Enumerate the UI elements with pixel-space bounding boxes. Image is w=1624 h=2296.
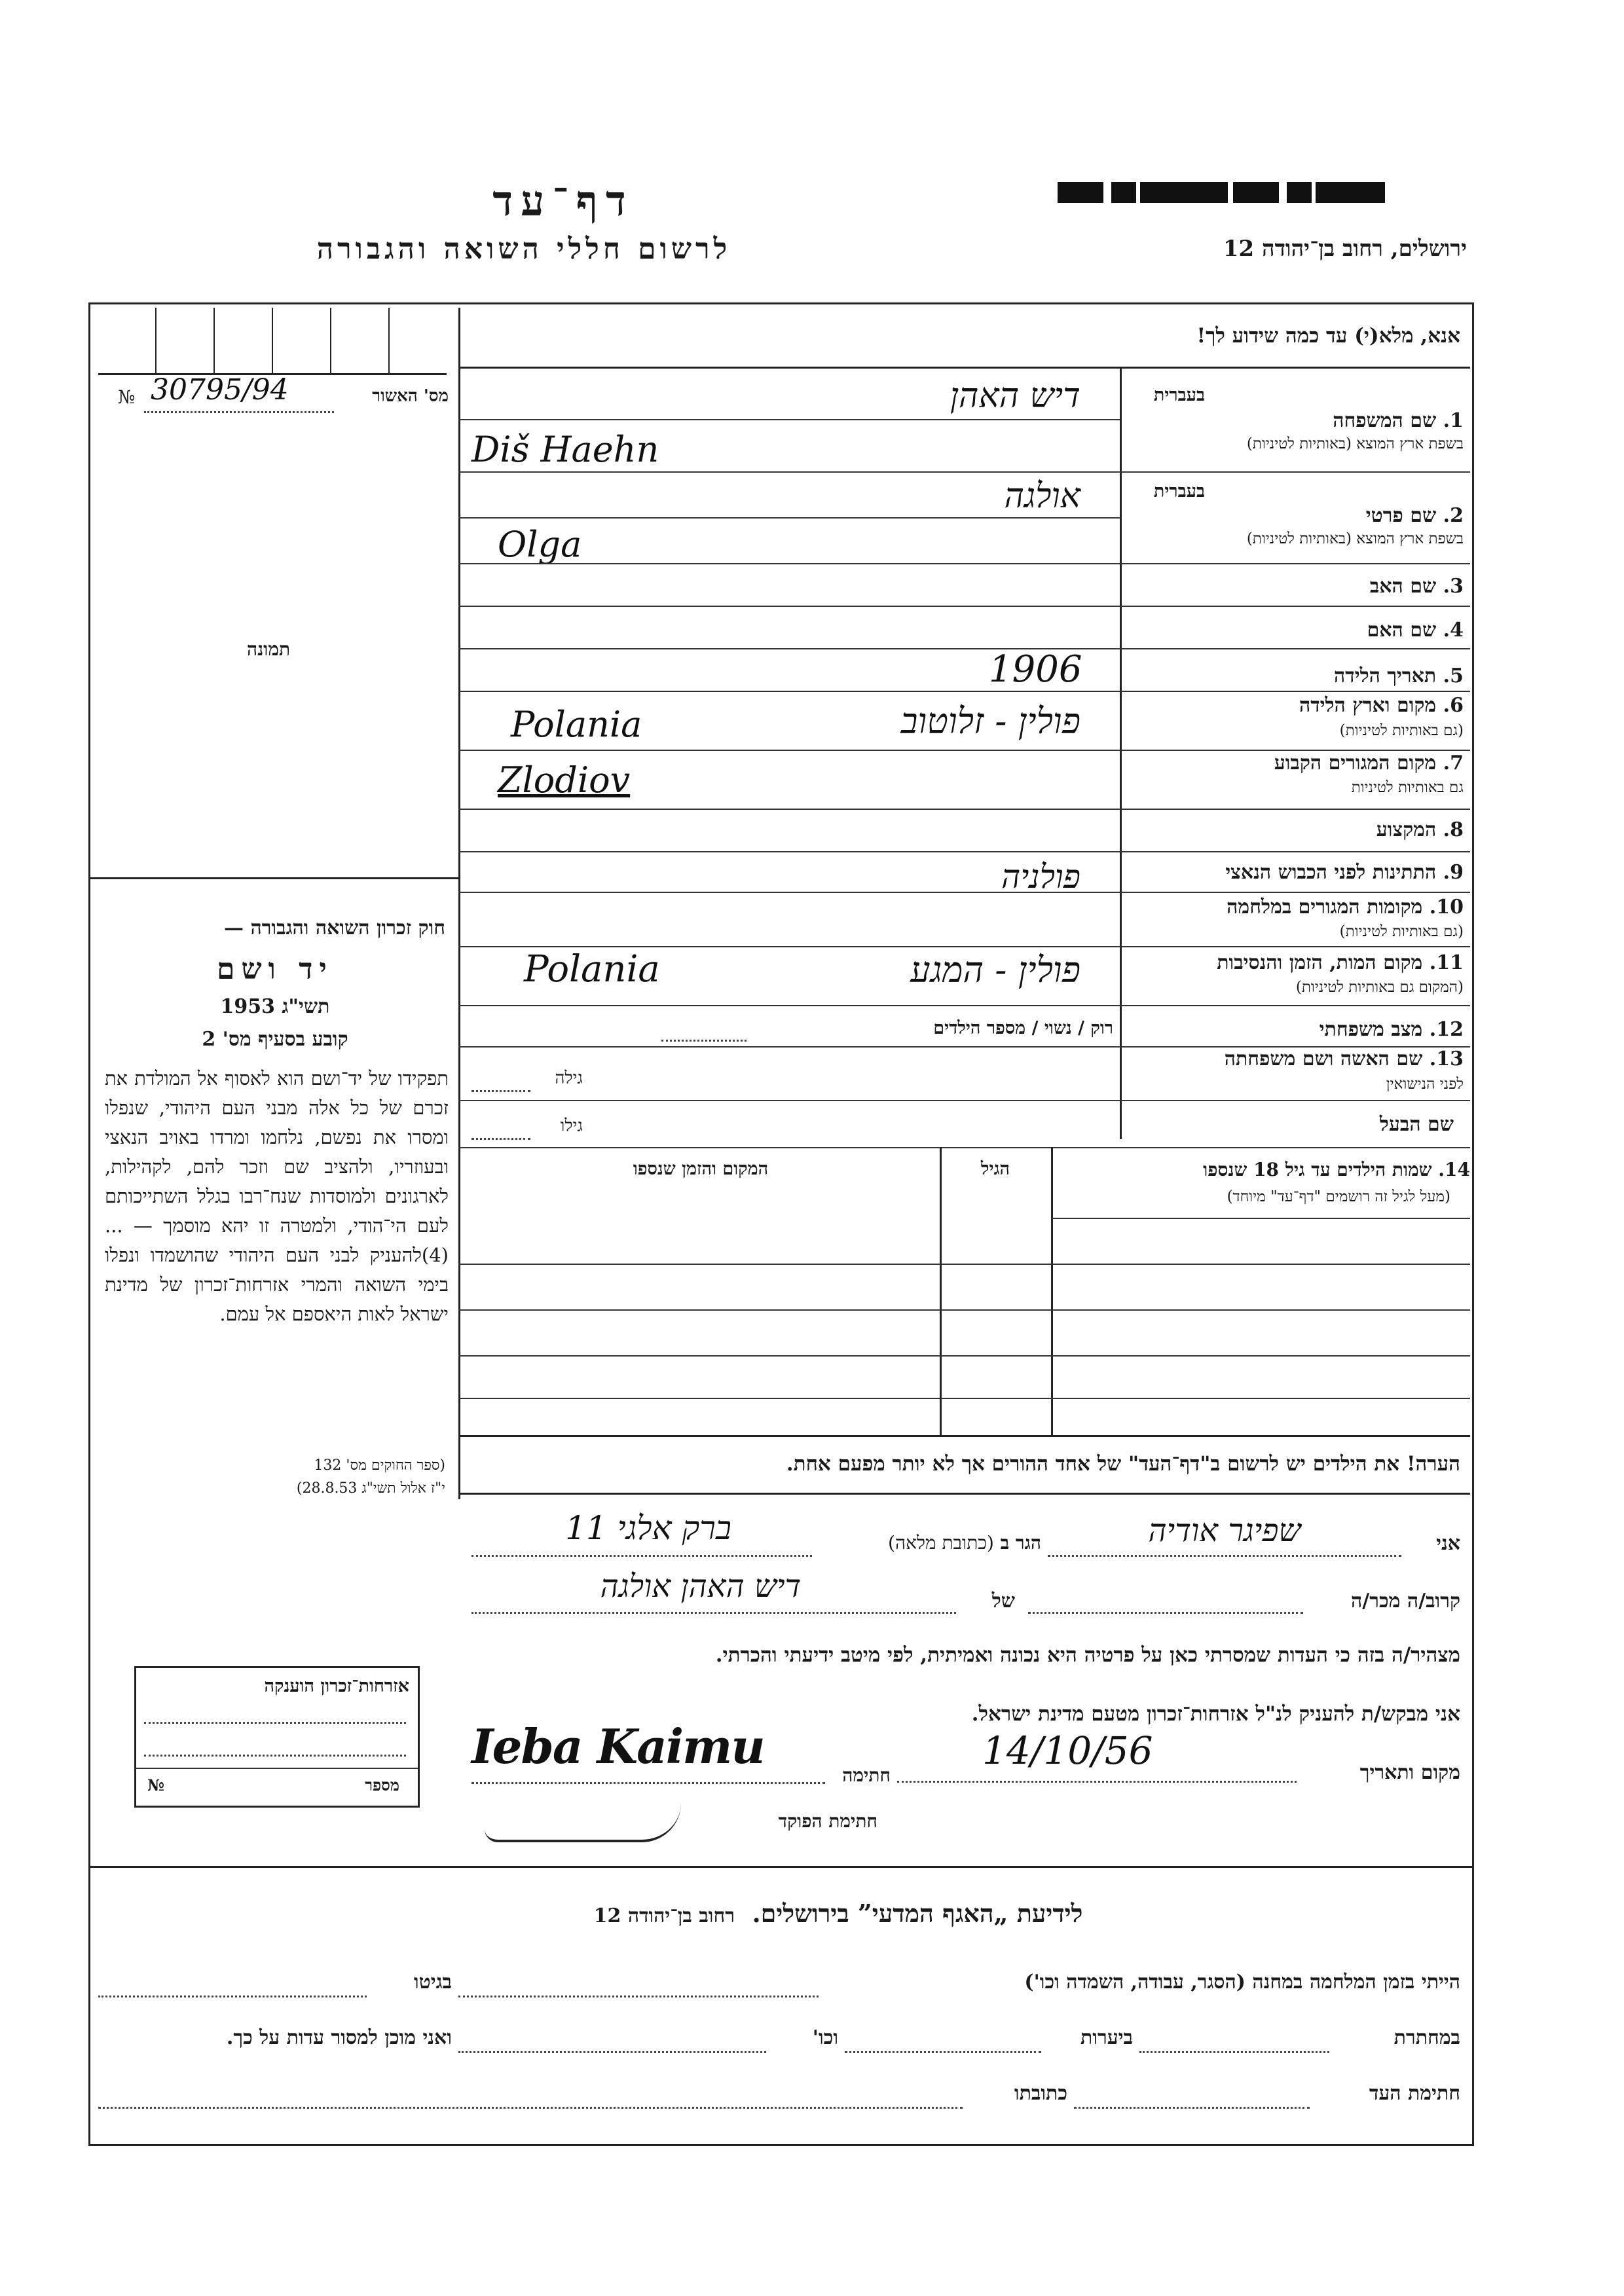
law-name: יד ושם xyxy=(217,953,333,986)
office-boxes xyxy=(98,308,447,375)
bottom-line2-d: ואני מוכן למסור עדות על כך. xyxy=(226,2026,452,2049)
law-ref-2: י"ז אלול תשי"ג 28.8.53) xyxy=(296,1480,445,1497)
bottom-title: לידיעת „האגף המדעי” בירושלים. רחוב בן־יהודה 12 xyxy=(593,1899,1083,1928)
birth-place-latin[interactable]: Polania xyxy=(511,704,642,745)
rule xyxy=(458,517,1120,519)
field-8-label: 8. המקצוע xyxy=(1376,818,1464,841)
rule xyxy=(458,851,1470,852)
rule xyxy=(458,1100,1470,1101)
rule xyxy=(458,691,1470,692)
field-1-label: 1. שם המשפחה xyxy=(1333,409,1464,432)
children-count-line xyxy=(661,1040,747,1042)
yad-vashem-logo xyxy=(1058,182,1385,203)
children-col-place: המקום והזמן שנספו xyxy=(633,1159,769,1179)
field-2-sub: בשפת ארץ המוצא (באותיות לטיניות) xyxy=(1246,530,1464,547)
rule xyxy=(458,750,1470,751)
bottom-line2-b: ביערות xyxy=(1080,2026,1133,2049)
field-10-label: 10. מקומות המגורים במלחמה xyxy=(1227,896,1464,919)
given-name-latin[interactable]: Olga xyxy=(498,524,582,565)
children-label: 14. שמות הילדים עד גיל 18 שנספו xyxy=(1203,1159,1470,1180)
field-6-sub: (גם באותיות לטיניות) xyxy=(1339,722,1464,739)
bottom-line1-b: בגיטו xyxy=(413,1971,452,1994)
rule xyxy=(1051,1218,1470,1219)
wife-age-label: גילה xyxy=(555,1068,583,1088)
death-place-hebrew[interactable]: פולין - המגע xyxy=(910,949,1080,991)
relative-of-label: של xyxy=(991,1590,1015,1613)
field-3-label: 3. שם האב xyxy=(1369,575,1464,598)
children-note: הערה! את הילדים יש לרשום ב"דף־העד" של אחד ההורים אך לא יותר מפעם אחת. xyxy=(786,1452,1460,1476)
date-value[interactable]: 14/10/56 xyxy=(982,1728,1153,1773)
husband-age-label: גילו xyxy=(560,1116,583,1136)
declarant-name[interactable]: שפיגר אודיה xyxy=(1148,1512,1301,1549)
relative-of-name[interactable]: דיש האהן אולגה xyxy=(600,1568,802,1605)
death-place-latin[interactable]: Polania xyxy=(524,948,660,991)
form-intro: אנא, מלא(י) עד כמה שידוע לך! xyxy=(1196,324,1460,348)
children-row xyxy=(458,1398,1470,1399)
divider xyxy=(458,1435,1470,1437)
citizenship-no-prefix: № xyxy=(147,1776,165,1795)
rule xyxy=(458,471,1470,473)
bottom-line3-b: כתובתו xyxy=(1014,2082,1067,2105)
witness-address-line xyxy=(98,2107,963,2109)
field-6-label: 6. מקום וארץ הלידה xyxy=(1299,694,1464,717)
witness-signature-line xyxy=(1074,2107,1310,2109)
officer-signature xyxy=(485,1787,681,1842)
rule xyxy=(458,892,1470,893)
box-line xyxy=(134,1768,418,1769)
declaration-i: אני xyxy=(1436,1532,1460,1555)
field-9-label: 9. התתינות לפני הכבוש הנאצי xyxy=(1225,861,1464,884)
divider xyxy=(458,367,1470,369)
field-4-label: 4. שם האם xyxy=(1367,619,1464,642)
box-line xyxy=(144,1755,406,1757)
bottom-line2-a: במחתרת xyxy=(1393,2026,1460,2049)
law-top-border xyxy=(88,877,458,879)
children-row xyxy=(458,1355,1470,1357)
declaration-residing: הגר ב (כתובת מלאה) xyxy=(888,1532,1041,1554)
rule xyxy=(458,809,1470,810)
children-col-age: הגיל xyxy=(980,1159,1010,1179)
divider xyxy=(88,1866,1472,1868)
wife-age-line xyxy=(471,1090,530,1092)
residence-latin[interactable]: Zlodiov xyxy=(498,759,631,801)
field-1-sub: בשפת ארץ המוצא (באותיות לטיניות) xyxy=(1246,435,1464,452)
law-text: תפקידו של יד־ושם הוא לאסוף אל המולדת את זכרם של כל אלה מבני העם היהודי, שנפלו ומסרו את נפשם, נלחמו ומרדו באויב הנאצי ובעוזריו, ולהציב שם וזכר להם, לקהילות, לארגונים ולמוסדות שנח־רבו בגלל השתייכותם לעם הי־הודי, ולמטרה זו יהא מוסמך — ...(4)להעניק לבני העם היהודי שהושמדו ונפלו בימי השואה והמרי אזרחות־זכרון של מדינת ישראל לאות היאספם אל עמם. xyxy=(105,1067,449,1325)
relative-line xyxy=(1028,1612,1303,1614)
field-2-he-tag: בעברית xyxy=(1153,481,1205,501)
family-name-latin[interactable]: Diš Haehn xyxy=(471,429,659,470)
field-13-sub: לפני הנישואין xyxy=(1386,1076,1464,1093)
photo-label: תמונה xyxy=(246,638,291,660)
place-date-line xyxy=(897,1781,1297,1783)
children-row xyxy=(458,1264,1470,1265)
form-title: דף־עד xyxy=(492,177,634,226)
place-date-label: מקום ותאריך xyxy=(1359,1761,1460,1784)
citizenship-number-label: מספר xyxy=(365,1776,399,1795)
field-12-label: 12. מצב משפחתי xyxy=(1319,1018,1464,1041)
husband-label: שם הבעל xyxy=(1379,1113,1454,1136)
approval-label: מס' האשור xyxy=(372,386,449,406)
forests-line xyxy=(845,2051,1041,2053)
children-row xyxy=(458,1309,1470,1311)
underground-line xyxy=(1139,2051,1329,2053)
bottom-line2-c: וכו' xyxy=(812,2026,838,2049)
approval-no-prefix: № xyxy=(118,386,136,408)
family-name-hebrew[interactable]: דיש האהן xyxy=(950,376,1080,416)
birth-date[interactable]: 1906 xyxy=(989,648,1082,691)
signature: Ieba Kaimu xyxy=(471,1719,764,1774)
children-col-border xyxy=(1051,1147,1053,1435)
husband-age-line xyxy=(471,1138,530,1140)
relative-of-line xyxy=(471,1612,956,1614)
rule xyxy=(458,648,1470,649)
declarant-address[interactable]: ברק אלגי 11 xyxy=(565,1509,731,1547)
field-7-label: 7. מקום המגורים הקבוע xyxy=(1274,752,1464,774)
field-5-label: 5. תאריך הלידה xyxy=(1334,665,1464,687)
given-name-hebrew[interactable]: אולגה xyxy=(1004,477,1080,516)
approval-line xyxy=(144,411,334,413)
law-title: חוק זכרון השואה והגבורה — xyxy=(224,917,445,939)
camp-line xyxy=(458,1995,819,1997)
field-10-sub: (גם באותיות לטיניות) xyxy=(1339,923,1464,940)
divider xyxy=(458,1493,1470,1495)
birth-place-hebrew[interactable]: פולין - זלוטוב xyxy=(900,701,1080,742)
address-line xyxy=(471,1555,812,1557)
form-subtitle: לרשום חללי השואה והגבורה xyxy=(316,232,731,266)
declaration-request: אני מבקש/ת להעניק לנ"ל אזרחות־זכרון מטעם מדינת ישראל. xyxy=(971,1702,1460,1726)
officer-label: חתימת הפוקד xyxy=(778,1810,877,1832)
signature-label: חתימה xyxy=(842,1764,891,1786)
children-col-border xyxy=(940,1147,942,1435)
citizenship-title: אזרחות־זכרון הוענקה xyxy=(264,1676,409,1696)
rule xyxy=(458,419,1120,420)
box-line xyxy=(144,1722,406,1724)
label-column-border xyxy=(1120,367,1122,1139)
law-year: תשי"ג 1953 xyxy=(220,995,330,1018)
field-1-he-tag: בעברית xyxy=(1153,385,1205,405)
etc-line xyxy=(458,2051,766,2053)
header-address: ירושלים, רחוב בן־יהודה 12 xyxy=(1223,236,1467,262)
relative-label: קרוב/ה מכר/ה xyxy=(1351,1590,1460,1613)
rule xyxy=(458,606,1470,607)
field-2-label: 2. שם פרטי xyxy=(1365,504,1464,527)
field-7-sub: גם באותיות לטיניות xyxy=(1351,779,1464,796)
law-ref-1: (ספר החוקים מס' 132 xyxy=(314,1457,445,1474)
marital-options[interactable]: רוק / נשוי / מספר הילדים xyxy=(933,1018,1113,1038)
bottom-line3-a: חתימת העד xyxy=(1369,2082,1460,2105)
children-sub: (מעל לגיל זה רושמים "דף־עד" מיוחד) xyxy=(1227,1188,1450,1205)
declarant-line xyxy=(1048,1555,1401,1557)
rule xyxy=(458,563,1470,564)
field-13-label: 13. שם האשה ושם משפחתה xyxy=(1224,1048,1464,1070)
field-11-sub: (המקום גם באותיות לטיניות) xyxy=(1295,979,1464,996)
left-column-border xyxy=(458,308,460,1499)
approval-number: 30795/94 xyxy=(151,373,289,407)
declaration-statement: מצהיר/ה בזה כי העדות שמסרתי כאן על פרטיה היא נכונה ואמיתית, לפי מיטב ידיעתי והכרתי. xyxy=(715,1643,1460,1667)
rule xyxy=(458,1147,1470,1148)
law-clause: קובע בסעיף מס' 2 xyxy=(202,1028,348,1051)
nationality-value[interactable]: פולניה xyxy=(1001,858,1080,896)
field-11-label: 11. מקום המות, הזמן והנסיבות xyxy=(1217,951,1464,974)
rule xyxy=(458,946,1470,947)
bottom-line1-a: הייתי בזמן המלחמה במחנה (הסגר, עבודה, השמדה וכו') xyxy=(1024,1971,1460,1994)
ghetto-line xyxy=(98,1995,367,1997)
signature-line xyxy=(471,1782,825,1784)
rule xyxy=(458,1005,1470,1006)
